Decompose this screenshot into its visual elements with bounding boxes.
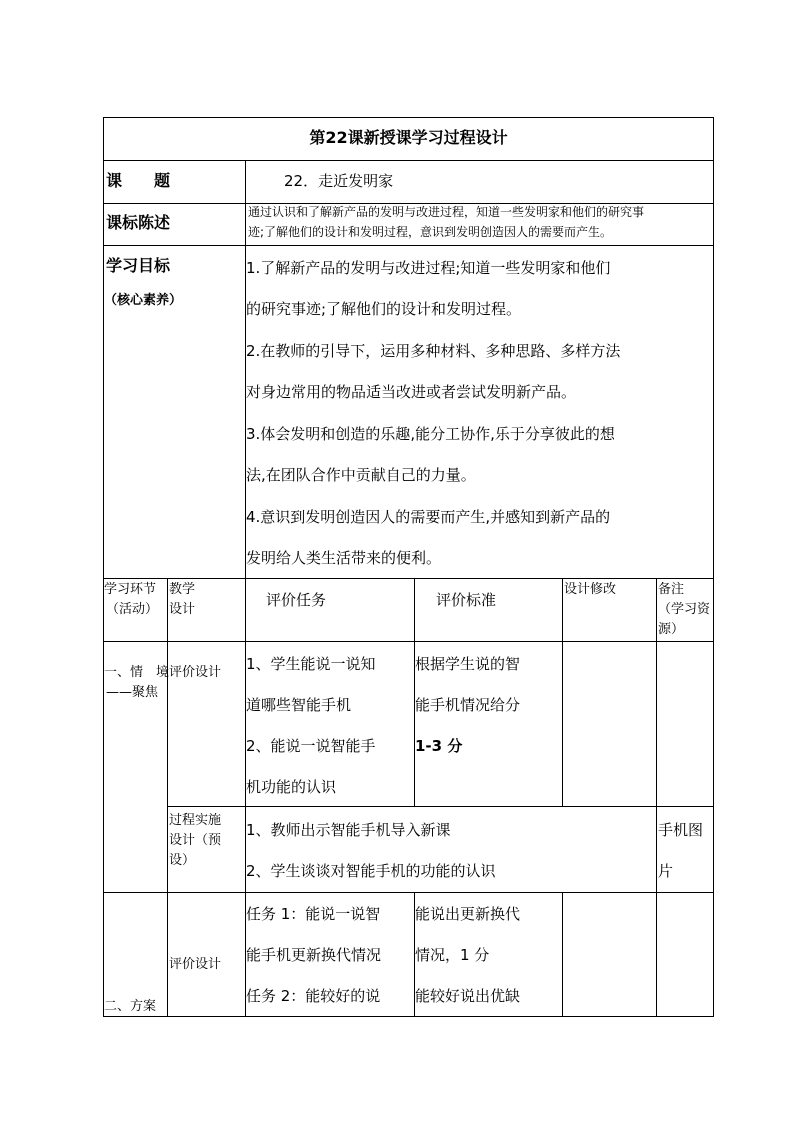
section1-stage: ——聚焦 [106,685,159,700]
table-border-top [103,117,714,118]
section1-process-notes: 手机图 [658,821,704,839]
header-stage: 学习环节 [104,582,157,597]
section2-task-line: 能手机更新换代情况 [246,946,382,964]
section2-criteria-line: 情况，1 分 [415,946,490,964]
header-criteria: 评价标准 [436,591,497,609]
topic-value: 22．走近发明家 [284,172,394,190]
section1-process-line: 1、教师出示智能手机导入新课 [246,821,451,839]
table-border-left [103,117,104,1017]
section2-eval-label: 评价设计 [169,957,222,972]
standard-label: 课标陈述 [106,213,171,232]
row-divider [103,892,714,893]
section1-process-notes: 片 [658,862,674,880]
standard-line: 迹;了解他们的设计和发明过程，意识到发明创造因人的需要而产生。 [248,225,613,239]
table-border-right [713,117,714,1017]
table-border-bottom [103,1016,714,1017]
goals-label: 学习目标 [106,256,171,275]
goal-line: 4.意识到发明创造因人的需要而产生,并感知到新产品的 [246,508,611,526]
goal-line: 2.在教师的引导下，运用多种材料、多种思路、多样方法 [246,342,621,360]
page-title: 第22课新授课学习过程设计 [309,128,508,147]
section1-process-label: 过程实施 [169,813,222,828]
section1-process-label: 设计（预 [169,833,222,848]
section2-stage: 二、方案 [104,999,157,1014]
goal-line: 法,在团队合作中贡献自己的力量。 [246,466,476,484]
standard-line: 通过认识和了解新产品的发明与改进过程，知道一些发明家和他们的研究事 [248,205,645,219]
col-divider-task [414,578,415,807]
topic-label: 课 题 [106,171,171,190]
section1-eval-label: 评价设计 [169,665,222,680]
section1-task-line: 1、学生能说一说知 [246,655,376,673]
header-task: 评价任务 [266,591,327,609]
col-divider-criteria [562,892,563,1017]
section2-criteria-line: 能较好说出优缺 [415,987,521,1005]
header-design: 教学 [169,582,196,597]
row-divider [103,203,714,204]
section1-process-line: 2、学生谈谈对智能手机的功能的认识 [246,862,496,880]
header-design: 设计 [169,602,196,617]
row-divider [167,806,714,807]
section2-task-line: 任务 2：能较好的说 [246,987,381,1005]
goal-line: 的研究事迹;了解他们的设计和发明过程。 [246,300,522,318]
goal-line: 3.体会发明和创造的乐趣,能分工协作,乐于分享彼此的想 [246,425,615,443]
section1-criteria-line: 根据学生说的智 [415,655,521,673]
goal-line: 对身边常用的物品适当改进或者尝试发明新产品。 [246,383,577,401]
col-divider-stage [167,578,168,1017]
row-divider [103,160,714,161]
section2-criteria-line: 能说出更新换代 [415,905,521,923]
row-divider [103,245,714,246]
goal-line: 1.了解新产品的发明与改进过程;知道一些发明家和他们 [246,259,611,277]
header-notes: 源） [658,622,685,637]
header-stage: （活动） [106,602,159,617]
col-divider-revision [656,578,657,1017]
row-divider [103,641,714,642]
goals-sublabel: （核心素养） [104,293,183,308]
section1-stage: 一、情 境 [104,665,170,680]
section1-criteria-line: 1-3 分 [415,737,463,755]
goal-line: 发明给人类生活带来的便利。 [246,549,442,567]
section1-task-line: 机功能的认识 [246,778,337,796]
header-notes: （学习资 [658,602,711,617]
header-revision: 设计修改 [564,582,617,597]
section2-task-line: 任务 1：能说一说智 [246,905,381,923]
section1-task-line: 2、能说一说智能手 [246,737,376,755]
header-notes: 备注 [658,582,685,597]
row-divider [103,578,714,579]
section1-task-line: 道哪些智能手机 [246,696,352,714]
col-divider-criteria [562,578,563,807]
section1-process-label: 设） [169,853,196,868]
section1-criteria-line: 能手机情况给分 [415,696,521,714]
